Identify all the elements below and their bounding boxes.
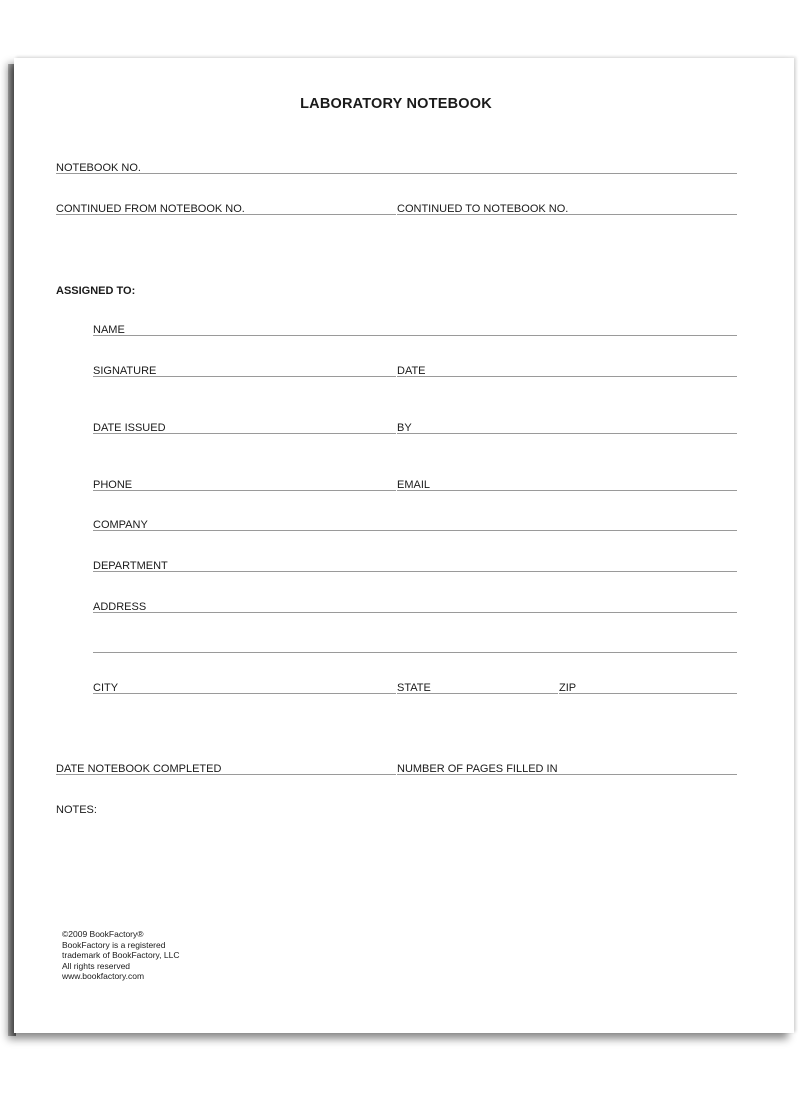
email-label: EMAIL [397,479,431,491]
continued-to-field[interactable] [397,214,737,215]
phone-label: PHONE [93,479,133,491]
date-field[interactable] [397,376,737,377]
date-completed-label: DATE NOTEBOOK COMPLETED [56,763,222,775]
notes-label: NOTES: [56,804,97,816]
city-label: CITY [93,682,119,694]
continued-to-label: CONTINUED TO NOTEBOOK NO. [397,203,569,215]
date-issued-field[interactable] [93,433,396,434]
copyright-footer [62,929,179,982]
trademark-line-2: trademark of BookFactory, LLC [62,950,180,961]
copyright-line: ©2009 BookFactory® [62,929,144,939]
pages-filled-field[interactable] [397,774,737,775]
address-field[interactable] [93,612,737,613]
by-label: BY [397,422,412,434]
state-field[interactable] [397,693,558,694]
pages-filled-label: NUMBER OF PAGES FILLED IN [397,763,558,775]
date-completed-field[interactable] [56,774,396,775]
date-issued-label: DATE ISSUED [93,422,166,434]
rights-line: All rights reserved [62,960,131,971]
email-field[interactable] [397,490,737,491]
city-field[interactable] [93,693,396,694]
address-line-2-field[interactable] [93,652,737,653]
assigned-to-heading: ASSIGNED TO: [56,285,136,297]
company-field[interactable] [93,530,737,531]
continued-from-label: CONTINUED FROM NOTEBOOK NO. [56,203,245,215]
signature-label: SIGNATURE [93,365,157,377]
department-label: DEPARTMENT [93,560,168,572]
zip-label: ZIP [559,682,577,694]
phone-field[interactable] [93,490,396,491]
address-label: ADDRESS [93,601,147,613]
page-title: LABORATORY NOTEBOOK [300,96,492,112]
trademark-line-1: BookFactory is a registered [62,939,166,950]
website-link[interactable]: www.bookfactory.com [62,971,145,982]
notebook-no-label: NOTEBOOK NO. [56,162,141,174]
zip-field[interactable] [559,693,737,694]
notebook-no-field[interactable] [56,173,737,174]
signature-field[interactable] [93,376,396,377]
state-label: STATE [397,682,431,694]
by-field[interactable] [397,433,737,434]
department-field[interactable] [93,571,737,572]
name-field[interactable] [93,335,737,336]
company-label: COMPANY [93,519,148,531]
date-label: DATE [397,365,426,377]
continued-from-field[interactable] [56,214,396,215]
name-label: NAME [93,324,125,336]
